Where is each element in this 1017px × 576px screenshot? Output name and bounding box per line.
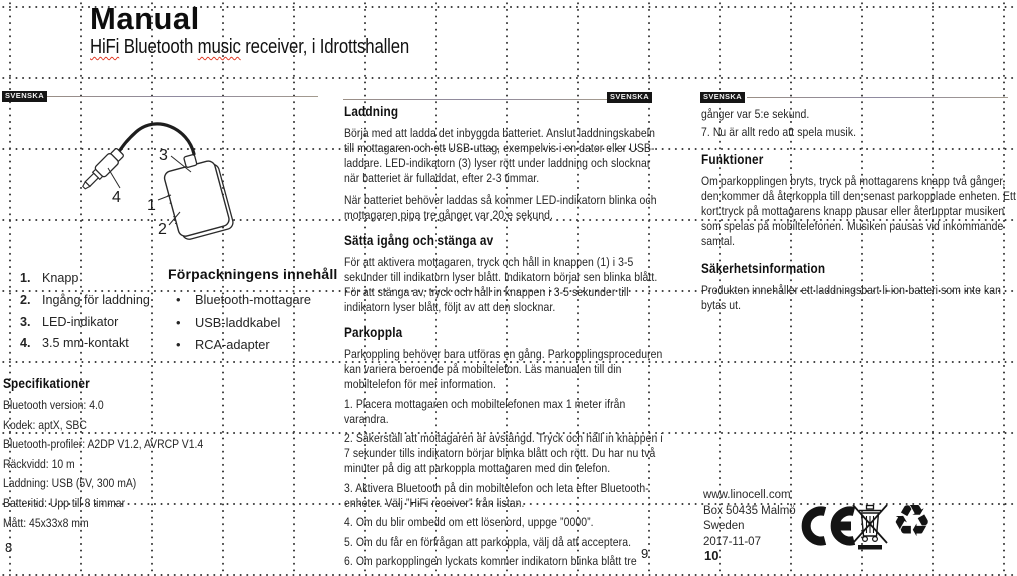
ce-mark-icon	[794, 506, 856, 546]
header-rule-right	[747, 97, 1008, 98]
package-item: •Bluetooth-mottagare	[168, 289, 338, 312]
subtitle-part: Bluetooth	[119, 36, 198, 58]
continuation-line: gånger var 5:e sekund.	[701, 107, 810, 121]
onoff-heading: Sätta igång och stänga av	[344, 232, 494, 248]
cable-shape	[116, 124, 194, 156]
part-item: 3. LED-indikator	[20, 314, 119, 329]
spec-line: Batteritid: Upp till 8 timmar	[3, 495, 126, 510]
spec-line: Bluetooth version: 4.0	[3, 398, 104, 412]
page-number-9: 9	[641, 546, 649, 561]
svenska-tag-mid: SVENSKA	[607, 92, 652, 103]
onoff-paragraph: För att aktivera mottagaren, tryck och håll in knappen (1) i 3-5 sekunder till indikatorn lyser blått. Indikatorn börjar sen blinka blått. För att stänga av, tryck och håll in knappen i 3-5 sekunder till indikatorn lyser blått, följt av att den slocknar.	[344, 255, 658, 314]
diagram-label-3: 3	[159, 147, 168, 164]
header-rule-mid	[343, 99, 607, 100]
part-item: 2. Ingång för laddning	[20, 292, 150, 307]
page-subtitle	[90, 36, 409, 59]
device-diagram	[52, 100, 312, 265]
package-item: •USB-laddkabel	[168, 312, 338, 335]
svenska-tag-left: SVENSKA	[2, 91, 47, 102]
bullet-icon	[176, 289, 195, 312]
spec-line: Kodek: aptX, SBC	[3, 417, 87, 432]
spec-line: Laddning: USB (5V, 300 mA)	[3, 476, 137, 491]
parts-list	[20, 268, 150, 355]
header-rule-left	[47, 96, 318, 97]
package-item: •RCA-adapter	[168, 334, 338, 357]
subtitle-part-misspelled: HiFi	[90, 36, 120, 58]
cable-connector-shape	[184, 154, 197, 167]
laddning-heading: Laddning	[344, 103, 399, 119]
continuation-line: 7. Nu är allt redo att spela musik.	[701, 125, 857, 139]
column-page9	[344, 104, 663, 569]
bullet-icon	[176, 312, 195, 335]
page-title: Manual	[90, 1, 200, 36]
column-page10	[701, 107, 1017, 313]
diagram-label-4: 4	[112, 189, 121, 206]
sakerhet-paragraph: Produkten innehåller ett laddningsbart li-ion-batteri som inte kan bytas ut.	[701, 283, 1002, 312]
footer-address	[703, 488, 796, 551]
pairing-step: 4. Om du blir ombedd om ett lösenord, uppge ”0000”.	[344, 515, 594, 529]
package-heading: Förpackningens innehåll	[168, 266, 338, 282]
specs-heading: Specifikationer	[3, 375, 90, 391]
spec-line: Bluetooth-profiler: A2DP V1.2, AVRCP V1.4	[3, 437, 204, 452]
sakerhet-heading: Säkerhetsinformation	[701, 260, 826, 276]
footer-date: 2017-11-07	[703, 536, 761, 549]
part-item: 1. Knapp	[20, 271, 79, 285]
part-item: 4. 3.5 mm-kontakt	[20, 336, 129, 351]
recycling-icon: ♻	[892, 497, 932, 546]
diagram-label-2: 2	[158, 221, 167, 238]
footer-box: Box 50435 Malmö	[703, 504, 796, 517]
diagram-label-1: 1	[147, 197, 156, 214]
weee-bin-icon	[852, 502, 890, 550]
spec-line: Mått: 45x33x8 mm	[3, 515, 89, 530]
pairing-step: 1. Placera mottagaren och mobiltelefonen max 1 meter ifrån varandra.	[344, 396, 626, 426]
page-number-8: 8	[5, 540, 13, 555]
funktioner-paragraph: Om parkopplingen bryts, tryck på mottagarens knapp två gånger, den kommer då återkoppla till den senast parkopplade enheten. Ett kort tryck på mottagarens knapp pausar eller återupptar musiken som spelas på mobiltelefonen. Musiken pausas vid inkommande samtal.	[701, 174, 1017, 248]
pairing-step: 3. Aktivera Bluetooth på din mobiltelefon och leta efter Bluetooth-enheter. Välj ”HiFi receiver” från listan.	[344, 480, 649, 510]
subtitle-part: receiver, i Idrottshallen	[240, 36, 410, 58]
bullet-icon	[176, 334, 195, 357]
svenska-tag-right: SVENSKA	[700, 92, 745, 103]
page-number-10: 10	[704, 548, 719, 563]
pairing-step: 6. Om parkopplingen lyckats kommer indikatorn blinka blått tre	[344, 554, 637, 568]
laddning-paragraph-2: När batteriet behöver laddas så kommer LED-indikatorn blinka och mottagaren pipa tre gånger var 20:e sekund.	[344, 193, 657, 222]
package-contents	[168, 266, 338, 357]
laddning-paragraph-1: Börja med att ladda det inbyggda batteriet. Anslut laddningskabeln till mottagaren och ett USB-uttag, exempelvis i en dator eller USB-laddare. LED-indikatorn (3) lyser rött under laddning och slocknar när batteriet är fulladdat, efter 2-3 timmar.	[344, 126, 656, 185]
subtitle-part-misspelled: music	[197, 36, 241, 58]
spec-line: Räckvidd: 10 m	[3, 456, 75, 471]
pairing-step: 5. Om du får en förfrågan att parkoppla, välj då att acceptera.	[344, 534, 632, 549]
pairing-intro: Parkoppling behöver bara utföras en gång. Parkopplingsproceduren kan variera beroende på mobiltelefon. Läs manualen till din mobiltelefon för mer information.	[344, 347, 663, 391]
footer-url: www.linocell.com	[703, 489, 791, 501]
funktioner-heading: Funktioner	[701, 151, 764, 167]
specifications	[3, 375, 339, 533]
footer-country: Sweden	[703, 520, 745, 533]
pairing-step: 2. Säkerställ att mottagaren är avstängd. Tryck och håll in knappen i 7 sekunder tills indikatorn börjar blinka blått och rött. Du har nu två minuter på dig att parkoppla mottagaren med din telefon.	[344, 431, 663, 475]
pairing-heading: Parkoppla	[344, 324, 403, 340]
